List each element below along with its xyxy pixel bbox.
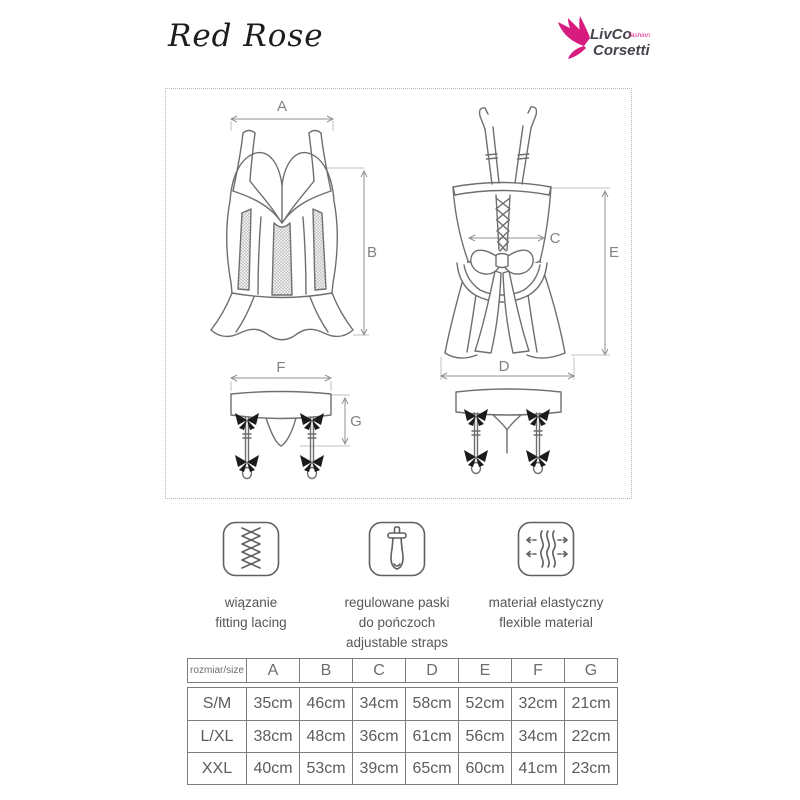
dim-label-A: A — [276, 98, 288, 115]
value-cell: 58cm — [405, 688, 458, 720]
value-cell: 21cm — [564, 688, 617, 720]
garter-belt-front-outline — [231, 392, 331, 479]
technical-drawing-panel — [165, 88, 632, 499]
header-cell: G — [564, 659, 617, 682]
feature-caption: regulowane paski do pończoch adjustable straps — [344, 595, 450, 650]
header-cell: A — [246, 659, 299, 682]
value-cell: 22cm — [564, 720, 617, 752]
corset-back-view-drawing — [437, 95, 627, 391]
value-cell: 65cm — [405, 752, 458, 784]
brand-name-small: fashion — [629, 32, 650, 39]
wing-icon — [558, 16, 590, 59]
size-cell: S/M — [202, 695, 232, 712]
feature-lacing — [176, 521, 326, 633]
value-cell: 52cm — [458, 688, 511, 720]
feature-caption: materiał elastyczny flexible material — [488, 595, 604, 630]
value-cell: 40cm — [246, 752, 299, 784]
value-cell: 32cm — [511, 688, 564, 720]
header-cell: D — [405, 659, 458, 682]
value-cell: 35cm — [246, 688, 299, 720]
dim-label-D: D — [498, 358, 510, 375]
feature-flexible-material — [466, 521, 626, 633]
header-cell: rozmiar/size — [190, 665, 244, 676]
lacing-icon — [222, 521, 280, 577]
size-cell: L/XL — [188, 720, 246, 752]
product-title: Red Rose — [168, 18, 324, 54]
header-cell: B — [299, 659, 352, 682]
value-cell: 41cm — [511, 752, 564, 784]
corset-front-view-drawing — [206, 97, 381, 343]
brand-logo — [550, 12, 655, 64]
value-cell: 34cm — [511, 720, 564, 752]
feature-adjustable-straps — [322, 521, 472, 653]
size-cell: XXL — [188, 752, 246, 784]
dim-label-F: F — [276, 359, 286, 376]
garter-strap-icon — [368, 521, 426, 577]
size-table-body — [187, 687, 618, 785]
value-cell: 61cm — [405, 720, 458, 752]
value-cell: 38cm — [246, 720, 299, 752]
feature-caption: wiązanie fitting lacing — [215, 595, 287, 630]
dim-label-G: G — [350, 413, 362, 430]
value-cell: 34cm — [352, 688, 405, 720]
header-cell: F — [511, 659, 564, 682]
size-table-header — [187, 658, 618, 683]
dim-label-B: B — [366, 244, 378, 261]
brand-name-top: LivCo — [590, 26, 632, 43]
garter-belt-front-drawing — [214, 358, 364, 488]
corset-back-outline — [445, 107, 565, 358]
value-cell: 36cm — [352, 720, 405, 752]
value-cell: 46cm — [299, 688, 352, 720]
value-cell: 53cm — [299, 752, 352, 784]
dim-label-C: C — [549, 230, 561, 247]
value-cell: 48cm — [299, 720, 352, 752]
brand-name-bottom: Corsetti — [593, 42, 650, 59]
value-cell: 23cm — [564, 752, 617, 784]
dim-label-E: E — [608, 244, 620, 261]
value-cell: 60cm — [458, 752, 511, 784]
value-cell: 56cm — [458, 720, 511, 752]
garter-belt-back-drawing — [448, 385, 578, 489]
size-table — [187, 658, 618, 785]
header-cell: E — [458, 659, 511, 682]
elastic-material-icon — [517, 521, 575, 577]
header-cell: C — [352, 659, 405, 682]
corset-front-outline — [211, 131, 353, 340]
value-cell: 39cm — [352, 752, 405, 784]
